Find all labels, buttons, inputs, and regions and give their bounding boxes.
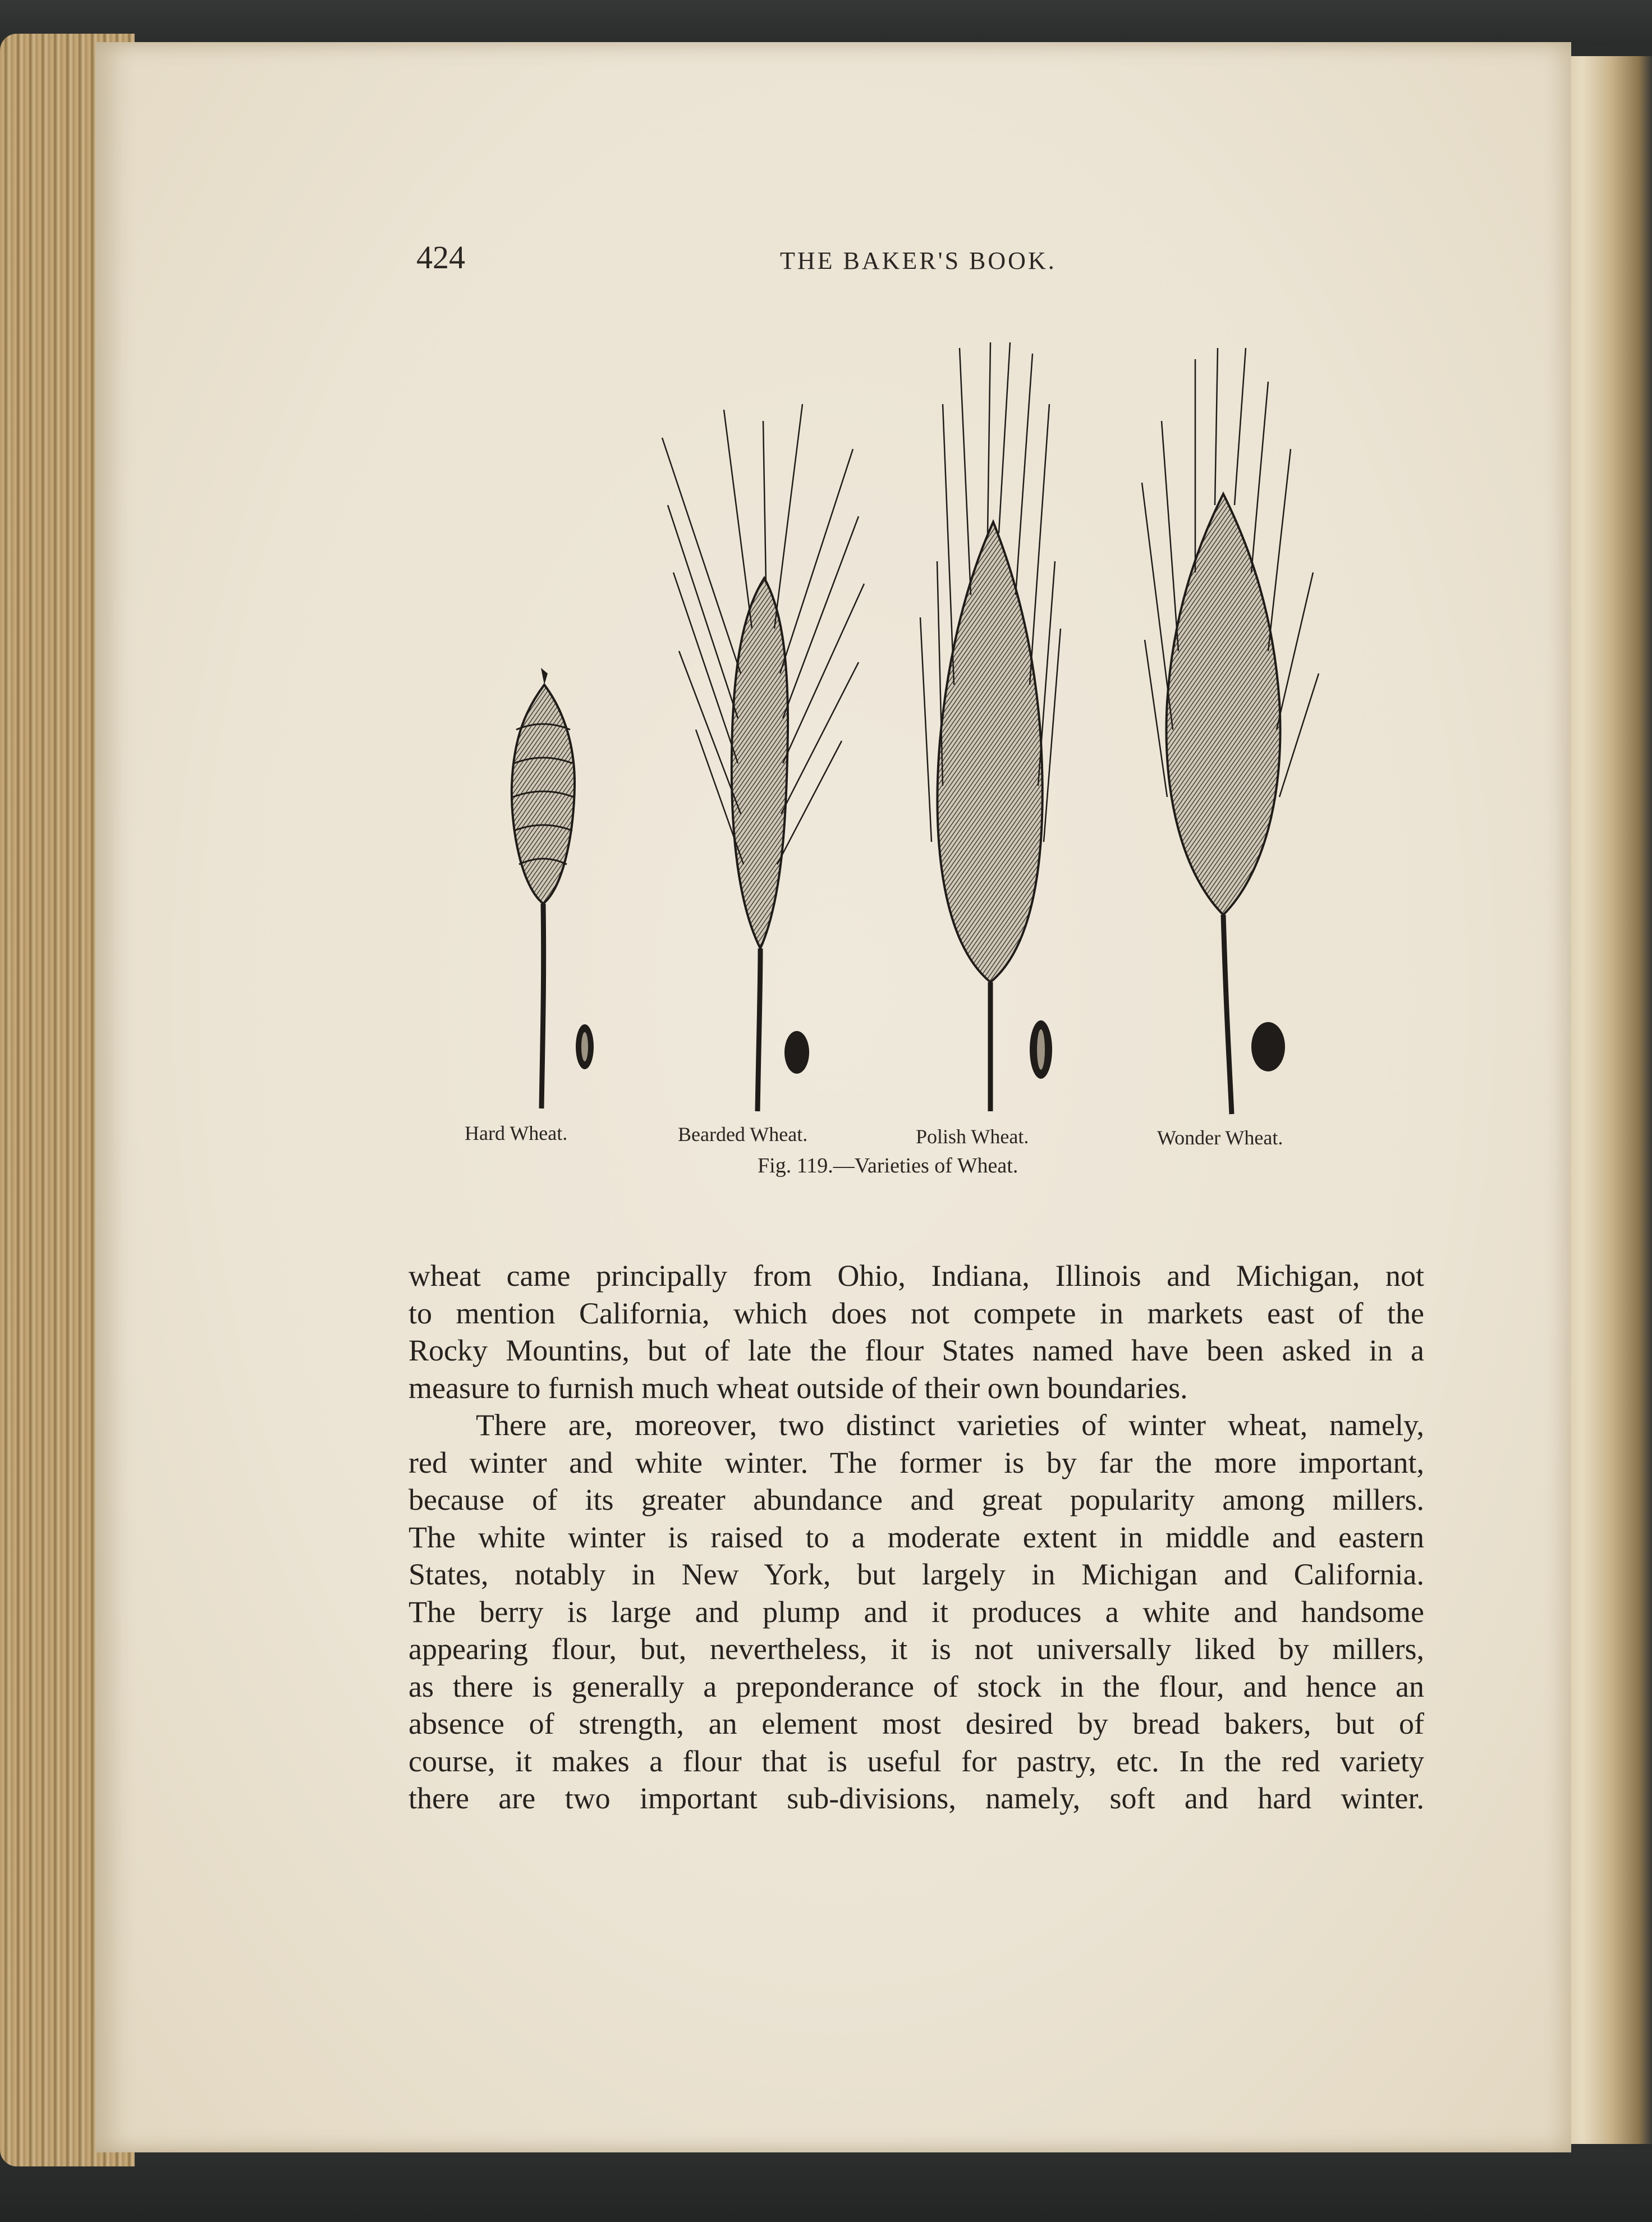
- figure-label-bearded-wheat: Bearded Wheat.: [678, 1123, 808, 1146]
- text-line: course, it makes a flour that is useful for pastry, etc. In the red variety: [409, 1744, 1424, 1778]
- wonder-wheat-drawing: [1142, 348, 1319, 1114]
- running-head: [0, 239, 1652, 278]
- wheat-engraving: [438, 337, 1347, 1123]
- book-cover-top: [0, 0, 1652, 45]
- figure-label-hard-wheat: Hard Wheat.: [465, 1122, 568, 1144]
- page-number: 424: [416, 239, 465, 276]
- text-line: because of its greater abundance and great popularity among millers.: [409, 1483, 1424, 1517]
- figure-label-wonder-wheat: Wonder Wheat.: [1157, 1126, 1283, 1149]
- page-edges-right: [1560, 56, 1652, 2144]
- figure-label-polish-wheat: Polish Wheat.: [916, 1125, 1029, 1148]
- text-line: The berry is large and plump and it produces a white and handsome: [409, 1595, 1424, 1629]
- text-line: wheat came principally from Ohio, Indiana, Illinois and Michigan, not: [409, 1259, 1424, 1293]
- text-line: States, notably in New York, but largely in Michigan and California.: [409, 1557, 1424, 1591]
- running-title: THE BAKER'S BOOK.: [780, 247, 1057, 274]
- bearded-wheat-drawing: [662, 404, 864, 1111]
- wheat-illustration: [438, 337, 1347, 1149]
- text-line: red winter and white winter. The former is by far the more important,: [409, 1445, 1424, 1479]
- text-line: appearing flour, but, nevertheless, it is not universally liked by millers,: [409, 1632, 1424, 1666]
- book-cover-bottom: [0, 2150, 1652, 2222]
- text-line: to mention California, which does not compete in markets east of the: [409, 1296, 1424, 1330]
- text-line: The white winter is raised to a moderate extent in middle and eastern: [409, 1520, 1424, 1554]
- text-line: There are, moreover, two distinct varieties of winter wheat, namely,: [476, 1408, 1424, 1442]
- text-line: measure to furnish much wheat outside of their own boundaries.: [409, 1371, 1188, 1405]
- text-line: Rocky Mountins, but of late the flour States named have been asked in a: [409, 1334, 1424, 1367]
- polish-wheat-drawing: [920, 342, 1061, 1111]
- hard-wheat-drawing: [512, 668, 594, 1108]
- figure-caption: Fig. 119.—Varieties of Wheat.: [758, 1154, 1018, 1178]
- text-line: absence of strength, an element most desired by bread bakers, but of: [409, 1707, 1424, 1740]
- text-line: there are two important sub-divisions, namely, soft and hard winter.: [409, 1781, 1424, 1815]
- body-text: [409, 1257, 1424, 1817]
- text-line: as there is generally a preponderance of stock in the flour, and hence an: [409, 1669, 1424, 1703]
